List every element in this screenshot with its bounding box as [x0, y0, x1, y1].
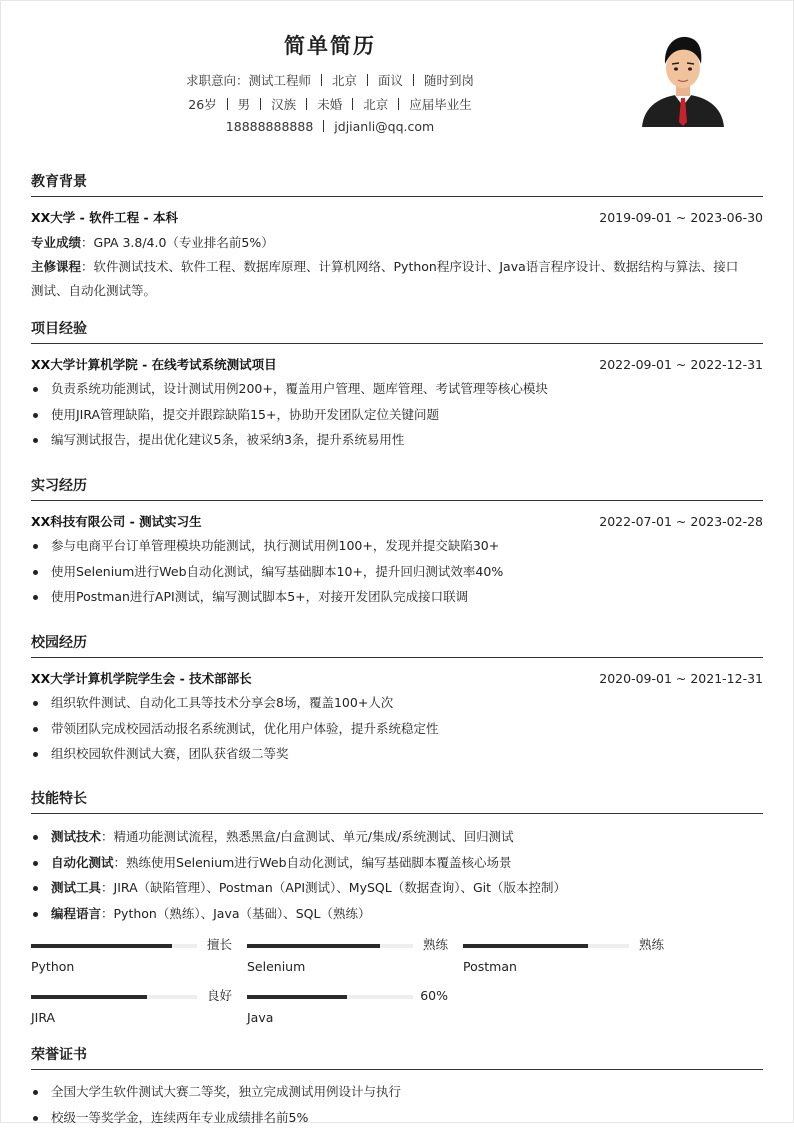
separator: [306, 98, 307, 110]
section-honors: [31, 1045, 763, 1130]
grade-label: 专业成绩: [31, 235, 81, 250]
intent-salary: 面议: [378, 73, 403, 88]
contact-line-intent: [0, 71, 660, 89]
separator: [398, 98, 399, 110]
project-bullets: [31, 376, 763, 453]
grade-value: ：GPA 3.8/4.0（专业排名前5%）: [81, 235, 274, 250]
section-divider: [31, 657, 763, 658]
email[interactable]: jdjianli@qq.com: [334, 119, 434, 134]
intent-city: 北京: [332, 73, 357, 88]
list-item: 参与电商平台订单管理模块功能测试，执行测试用例100+，发现并提交缺陷30+: [31, 533, 763, 559]
campus-bullets: [31, 690, 763, 767]
avatar: [634, 26, 732, 127]
list-item: [31, 901, 763, 927]
education-grade: [31, 231, 763, 255]
section-title: 荣誉证书: [31, 1045, 763, 1065]
education-courses: [31, 255, 763, 279]
education-courses-cont: 测试、自动化测试等。: [31, 279, 763, 303]
skill-level: 良好: [192, 987, 232, 1005]
list-item: [31, 875, 763, 901]
skill-name: Selenium: [247, 958, 305, 976]
resume-title: 简单简历: [0, 30, 660, 60]
skill-name: JIRA: [31, 1009, 55, 1027]
project-entry-header: [31, 354, 763, 376]
skill-text: ：Python（熟练）、Java（基础）、SQL（熟练）: [101, 906, 370, 921]
residence: 北京: [363, 97, 388, 112]
list-item: [31, 824, 763, 850]
skill-fill: [247, 995, 347, 999]
graduate-status: 应届毕业生: [409, 97, 472, 112]
course-label: 主修课程: [31, 259, 81, 274]
project-org: XX大学计算机学院 - 在线考试系统测试项目: [31, 357, 277, 372]
separator: [352, 98, 353, 110]
phone[interactable]: 18888888888: [226, 119, 313, 134]
list-item: 使用Selenium进行Web自动化测试，编写基础脚本10+，提升回归测试效率40%: [31, 559, 763, 585]
skill-track: [247, 995, 413, 999]
section-title: 校园经历: [31, 633, 763, 653]
list-item: 校级一等奖学金，连续两年专业成绩排名前5%: [31, 1105, 763, 1130]
skill-fill: [31, 995, 147, 999]
section-skills: [31, 789, 763, 926]
list-item: 全国大学生软件测试大赛二等奖，独立完成测试用例设计与执行: [31, 1079, 763, 1105]
separator: [323, 120, 324, 132]
skill-fill: [247, 944, 380, 948]
campus-date: 2020-09-01 ~ 2021-12-31: [599, 668, 763, 690]
skill-text: ：精通功能测试流程，熟悉黑盒/白盒测试、单元/集成/系统测试、回归测试: [101, 829, 514, 844]
section-campus: [31, 633, 763, 767]
project-date: 2022-09-01 ~ 2022-12-31: [599, 354, 763, 376]
marital-status: 未婚: [317, 97, 342, 112]
education-entry-header: [31, 207, 763, 229]
list-item: 负责系统功能测试，设计测试用例200+，覆盖用户管理、题库管理、考试管理等核心模块: [31, 376, 763, 402]
skill-level: 熟练: [408, 936, 448, 954]
section-internship: [31, 476, 763, 610]
education-date: 2019-09-01 ~ 2023-06-30: [599, 207, 763, 229]
skill-label: 编程语言: [51, 906, 101, 921]
skill-level: 擅长: [192, 936, 232, 954]
separator: [413, 74, 414, 86]
skill-track: [463, 944, 629, 948]
separator: [260, 98, 261, 110]
list-item: 使用JIRA管理缺陷，提交并跟踪缺陷15+，协助开发团队定位关键问题: [31, 402, 763, 428]
section-education: [31, 172, 763, 303]
skill-level: 熟练: [624, 936, 664, 954]
skill-fill: [463, 944, 588, 948]
separator: [227, 98, 228, 110]
list-item: 带领团队完成校园活动报名系统测试，优化用户体验，提升系统稳定性: [31, 716, 763, 742]
list-item: 组织软件测试、自动化工具等技术分享会8场，覆盖100+人次: [31, 690, 763, 716]
skill-track: [31, 944, 197, 948]
internship-entry-header: [31, 511, 763, 533]
resume-header: [0, 0, 794, 150]
skill-text: ：JIRA（缺陷管理）、Postman（API测试）、MySQL（数据查询）、Git（版本控制）: [101, 880, 566, 895]
contact-line-personal: [0, 95, 660, 113]
section-projects: [31, 319, 763, 453]
skill-fill: [31, 944, 172, 948]
section-divider: [31, 500, 763, 501]
section-divider: [31, 1069, 763, 1070]
job-intent: 求职意向：测试工程师: [186, 73, 311, 88]
internship-date: 2022-07-01 ~ 2023-02-28: [599, 511, 763, 533]
campus-entry-header: [31, 668, 763, 690]
intent-availability: 随时到岗: [424, 73, 474, 88]
skill-label: 测试工具: [51, 880, 101, 895]
campus-org: XX大学计算机学院学生会 - 技术部部长: [31, 671, 252, 686]
section-title: 实习经历: [31, 476, 763, 496]
contact-line-phone-email: [0, 119, 660, 134]
course-value: ：软件测试技术、软件工程、数据库原理、计算机网络、Python程序设计、Java语言程序设计、数据结构与算法、接口: [81, 259, 738, 274]
skill-name: Postman: [463, 958, 517, 976]
gender: 男: [238, 97, 251, 112]
skill-label: 自动化测试: [51, 855, 114, 870]
skill-level: 60%: [408, 987, 448, 1005]
education-school: XX大学 - 软件工程 - 本科: [31, 210, 178, 225]
skill-name: Java: [247, 1009, 273, 1027]
skill-name: Python: [31, 958, 74, 976]
skill-track: [247, 944, 413, 948]
list-item: 组织校园软件测试大赛，团队获省级二等奖: [31, 741, 763, 767]
list-item: 编写测试报告，提出优化建议5条，被采纳3条，提升系统易用性: [31, 427, 763, 453]
list-item: 使用Postman进行API测试，编写测试脚本5+，对接开发团队完成接口联调: [31, 584, 763, 610]
honors-bullets: [31, 1079, 763, 1130]
skill-text: ：熟练使用Selenium进行Web自动化测试，编写基础脚本覆盖核心场景: [114, 855, 512, 870]
section-title: 技能特长: [31, 789, 763, 809]
separator: [367, 74, 368, 86]
internship-bullets: [31, 533, 763, 610]
internship-org: XX科技有限公司 - 测试实习生: [31, 514, 202, 529]
ethnicity: 汉族: [271, 97, 296, 112]
section-divider: [31, 196, 763, 197]
section-title: 教育背景: [31, 172, 763, 192]
section-divider: [31, 343, 763, 344]
skill-track: [31, 995, 197, 999]
list-item: [31, 850, 763, 876]
age: 26岁: [188, 97, 216, 112]
section-divider: [31, 813, 763, 814]
section-title: 项目经验: [31, 319, 763, 339]
skills-bullets: [31, 824, 763, 926]
separator: [321, 74, 322, 86]
skill-label: 测试技术: [51, 829, 101, 844]
